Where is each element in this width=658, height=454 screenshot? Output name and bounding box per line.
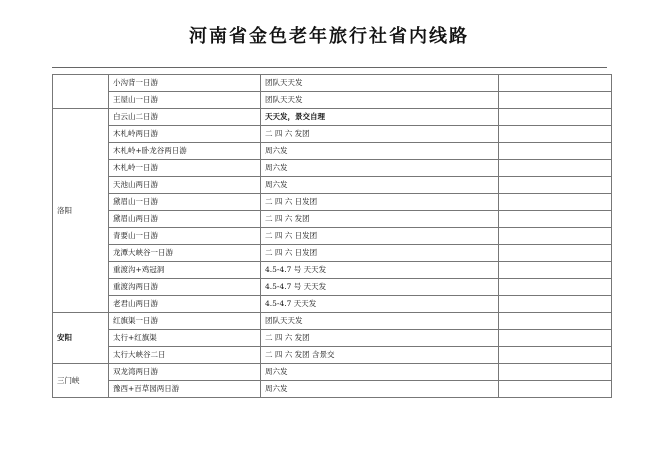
route-name-cell: 太行+红旗渠 xyxy=(109,330,261,347)
route-name-cell: 青要山一日游 xyxy=(109,228,261,245)
route-row xyxy=(53,177,612,194)
departure-note-cell: 周六发 xyxy=(261,160,499,177)
empty-cell xyxy=(499,330,612,347)
empty-cell xyxy=(499,279,612,296)
route-row xyxy=(53,75,612,92)
routes-table-body xyxy=(53,75,612,398)
route-row xyxy=(53,194,612,211)
route-name-cell: 黛眉山一日游 xyxy=(109,194,261,211)
region-cell: 洛阳 xyxy=(53,109,109,313)
route-row xyxy=(53,109,612,126)
departure-note-cell: 二 四 六 日发团 xyxy=(261,245,499,262)
empty-cell xyxy=(499,313,612,330)
route-name-cell: 重渡沟两日游 xyxy=(109,279,261,296)
route-name-cell: 王屋山一日游 xyxy=(109,92,261,109)
route-name-cell: 木札岭一日游 xyxy=(109,160,261,177)
route-name-cell: 黛眉山两日游 xyxy=(109,211,261,228)
empty-cell xyxy=(499,364,612,381)
departure-note-cell: 周六发 xyxy=(261,364,499,381)
route-name-cell: 天池山两日游 xyxy=(109,177,261,194)
routes-table xyxy=(52,74,612,398)
route-row xyxy=(53,228,612,245)
empty-cell xyxy=(499,211,612,228)
departure-note-cell: 二 四 六 发团 xyxy=(261,211,499,228)
departure-note-cell: 周六发 xyxy=(261,177,499,194)
departure-note-cell: 二 四 六 日发团 xyxy=(261,228,499,245)
region-cell xyxy=(53,75,109,109)
route-row xyxy=(53,364,612,381)
route-row xyxy=(53,211,612,228)
empty-cell xyxy=(499,262,612,279)
departure-note-cell: 4.5-4.7 号 天天发 xyxy=(261,279,499,296)
empty-cell xyxy=(499,126,612,143)
region-cell: 安阳 xyxy=(53,313,109,364)
empty-cell xyxy=(499,109,612,126)
route-row xyxy=(53,262,612,279)
empty-cell xyxy=(499,143,612,160)
empty-cell xyxy=(499,245,612,262)
route-row xyxy=(53,245,612,262)
route-name-cell: 木札岭+卧龙谷两日游 xyxy=(109,143,261,160)
departure-note-cell: 团队天天发 xyxy=(261,75,499,92)
route-name-cell: 双龙湾两日游 xyxy=(109,364,261,381)
empty-cell xyxy=(499,194,612,211)
departure-note-cell: 二 四 六 日发团 xyxy=(261,194,499,211)
departure-note-cell: 团队天天发 xyxy=(261,313,499,330)
document-title: 河南省金色老年旅行社省内线路 xyxy=(189,26,469,47)
route-row xyxy=(53,160,612,177)
empty-cell xyxy=(499,92,612,109)
route-row xyxy=(53,296,612,313)
route-row xyxy=(53,313,612,330)
route-row xyxy=(53,126,612,143)
departure-note-cell: 团队天天发 xyxy=(261,92,499,109)
title-divider xyxy=(52,67,607,68)
route-name-cell: 红旗渠一日游 xyxy=(109,313,261,330)
route-row xyxy=(53,347,612,364)
route-name-cell: 木札岭两日游 xyxy=(109,126,261,143)
route-name-cell: 龙潭大峡谷一日游 xyxy=(109,245,261,262)
departure-note-cell: 周六发 xyxy=(261,381,499,398)
empty-cell xyxy=(499,296,612,313)
departure-note-cell: 周六发 xyxy=(261,143,499,160)
departure-note-cell: 4.5-4.7 天天发 xyxy=(261,296,499,313)
empty-cell xyxy=(499,381,612,398)
route-row xyxy=(53,92,612,109)
empty-cell xyxy=(499,228,612,245)
departure-note-cell: 4.5-4.7 号 天天发 xyxy=(261,262,499,279)
route-name-cell: 豫西+百草园两日游 xyxy=(109,381,261,398)
route-row xyxy=(53,279,612,296)
route-row xyxy=(53,143,612,160)
route-name-cell: 小沟背一日游 xyxy=(109,75,261,92)
empty-cell xyxy=(499,75,612,92)
region-cell: 三门峡 xyxy=(53,364,109,398)
empty-cell xyxy=(499,177,612,194)
route-name-cell: 太行大峡谷二日 xyxy=(109,347,261,364)
departure-note-cell: 二 四 六 发团 xyxy=(261,126,499,143)
departure-note-cell: 二 四 六 发团 含景交 xyxy=(261,347,499,364)
departure-note-cell: 二 四 六 发团 xyxy=(261,330,499,347)
departure-note-cell: 天天发，景交自理 xyxy=(261,109,499,126)
route-name-cell: 老君山两日游 xyxy=(109,296,261,313)
empty-cell xyxy=(499,347,612,364)
route-name-cell: 白云山二日游 xyxy=(109,109,261,126)
empty-cell xyxy=(499,160,612,177)
route-name-cell: 重渡沟+鸡冠洞 xyxy=(109,262,261,279)
route-row xyxy=(53,330,612,347)
route-row xyxy=(53,381,612,398)
